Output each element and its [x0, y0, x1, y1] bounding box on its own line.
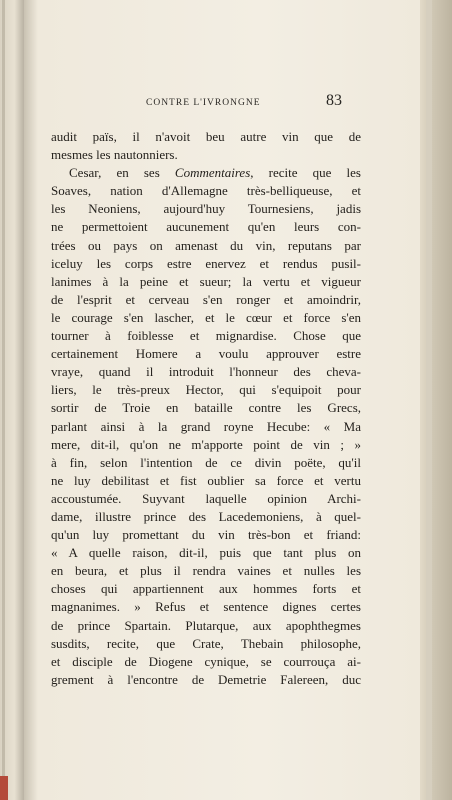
page-stack-highlight: [426, 0, 432, 800]
text-line: Soaves, nation d'Allemagne très-belliqueuse, et: [51, 183, 361, 199]
page-stack-edge: [420, 0, 452, 800]
text-line: susdits, recite, que Crate, Thebain philosophe,: [51, 635, 361, 651]
text-line: dame, illustre prince des Lacedemoniens, à quel-: [51, 508, 361, 524]
bookmark-ribbon: [0, 776, 8, 800]
text-line: parlant ainsi à la grand royne Hecube: « Ma: [51, 418, 361, 434]
text-line: de prince Spartain. Plutarque, aux apophthegmes: [51, 617, 361, 633]
text-line: ne luy debilitast et fist oublier sa force et vertu: [51, 472, 361, 488]
text-line: grement à l'encontre de Demetrie Falereen, duc: [51, 671, 361, 687]
text-line: « A quelle raison, dit-il, puis que tant plus on: [51, 545, 361, 561]
text-line-commentaires: Cesar, en ses Commentaires, recite que les: [69, 165, 361, 181]
text-line: audit païs, il n'avoit beu autre vin que de: [51, 129, 361, 144]
text-line: et disciple de Diogene cynique, se courrouça ai-: [51, 653, 361, 669]
text-line: sortir de Troie en bataille contre les Grecs,: [51, 400, 361, 416]
page-gutter-shadow: [2, 0, 5, 800]
page-number: 83: [326, 92, 342, 109]
text-line: certainement Homere a voulu approuver estre: [51, 346, 361, 362]
body-text: [51, 128, 361, 689]
text-line: qu'un luy promettant du vin très-bon et friand:: [51, 527, 361, 543]
text-line: iceluy les corps estre enervez et rendus pusil-: [51, 255, 361, 271]
text-line: accoustumée. Suyvant laquelle opinion Archi-: [51, 490, 361, 506]
running-title: CONTRE L'IVRONGNE: [146, 98, 261, 108]
text-line: trées ou pays on amenast du vin, reputans par: [51, 237, 361, 253]
text-line: vraye, quand il introduit l'honneur des cheva-: [51, 364, 361, 380]
text-line: à fin, selon l'intention de ce divin poëte, qu'il: [51, 454, 361, 470]
text-line: en beura, et plus il rendra vaines et nulles les: [51, 563, 361, 579]
text-line: de l'esprit et cerveau s'en ronger et amoindrir,: [51, 291, 361, 307]
italic-title-commentaires: Commentaires: [174, 165, 251, 181]
text-line: mesmes les nautonniers.: [51, 147, 178, 163]
text-line: le courage s'en lascher, et le cœur et force s'en: [51, 309, 361, 325]
text-line: choses qui appartiennent aux hommes forts et: [51, 581, 361, 597]
text-line: lanimes à la peine et sueur; la vertu et vigueur: [51, 273, 361, 289]
text-line: mere, dit-il, qu'on ne m'apporte point de vin ; »: [51, 436, 361, 452]
text-line: les Neoniens, aujourd'huy Tournesiens, jadis: [51, 201, 361, 217]
text-line: liers, le très-preux Hector, qui s'equipoit pour: [51, 382, 361, 398]
text-line: magnanimes. » Refus et sentence dignes certes: [51, 599, 361, 615]
text-line: tourner à foiblesse et mignardise. Chose que: [51, 328, 361, 344]
text-line: ne permettoient aucunement qu'en leurs con-: [51, 219, 361, 235]
